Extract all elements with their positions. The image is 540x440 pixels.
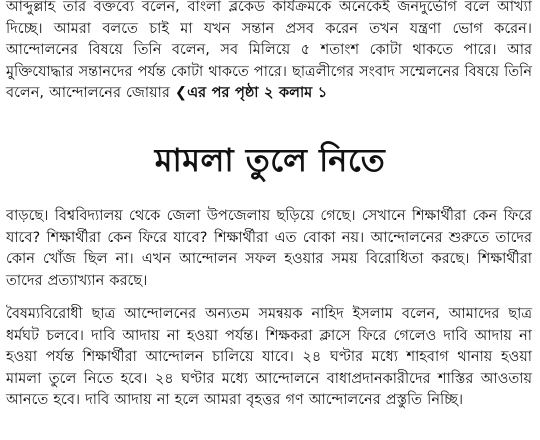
article-body-paragraph-2: বৈষম্যবিরোধী ছাত্র আন্দোলনের অন্যতম সমন্বয়ক নাহিদ ইসলাম বলেন, আমাদের ছাত্র ধর্মঘট চলবে। দাবি আদায় না হওয়া পর্যন্ত। শিক্ষকরা ক্লাসে ফিরে গেলেও দাবি আদায় না হওয়া পর্যন্ত শিক্ষার্থীরা আন্দোলন চালিয়ে যাবে। ২৪ ঘণ্টার মধ্যে শাহবাগ থানায় হওয়া মামলা তুলে নিতে হবে। ২৪ ঘণ্টার মধ্যে আন্দোলনে বাধাপ্রদানকারীদের শাস্তির আওতায় আনতে হবে। দাবি আদায় না হলে আমরা বৃহত্তর গণ আন্দোলনের প্রস্তুতি নিচ্ছি। (6, 306, 532, 409)
article-body-paragraph-1: বাড়ছে। বিশ্ববিদ্যালয় থেকে জেলা উপজেলায় ছড়িয়ে গেছে। সেখানে শিক্ষার্থীরা কেন ফিরে যাবে? শিক্ষার্থীরা কেন ফিরে যাবে? শিক্ষার্থীরা এত বোকা নয়। আন্দোলনের শুরুতে তাদের কোন খোঁজ ছিল না। এখন আন্দোলন সফল হওয়ার সময় বিরোধিতা করছে। শিক্ষার্থীরা তাদের প্রত্যাখ্যান করছে। (6, 208, 532, 289)
continuation-reference: ❮এর পর পৃষ্ঠা ২ কলাম ১ (174, 85, 328, 102)
article-top-paragraph (6, 0, 532, 105)
article-headline: মামলা তুলে নিতে (154, 141, 386, 179)
top-paragraph-text: আব্দুল্লাহ তার বক্তব্যে বলেন, বাংলা ব্লকেড কার্যক্রমকে অনেকেই জনদুর্ভোগ বলে আখ্যা দিচ্ছে। আমরা বলতে চাই মা যখন সন্তান প্রসব করেন তখন যন্ত্রণা ভোগ করেন। আন্দোলনের বিষয়ে তিনি বলেন, সব মিলিয়ে ৫ শতাংশ কোটা থাকতে পারে। আর মুক্তিযোদ্ধার সন্তানদের পর্যন্ত কোটা থাকতে পারে। ছাত্রলীগের সংবাদ সম্মেলনের বিষয়ে তিনি বলেন, আন্দোলনের জোয়ার (6, 0, 532, 102)
